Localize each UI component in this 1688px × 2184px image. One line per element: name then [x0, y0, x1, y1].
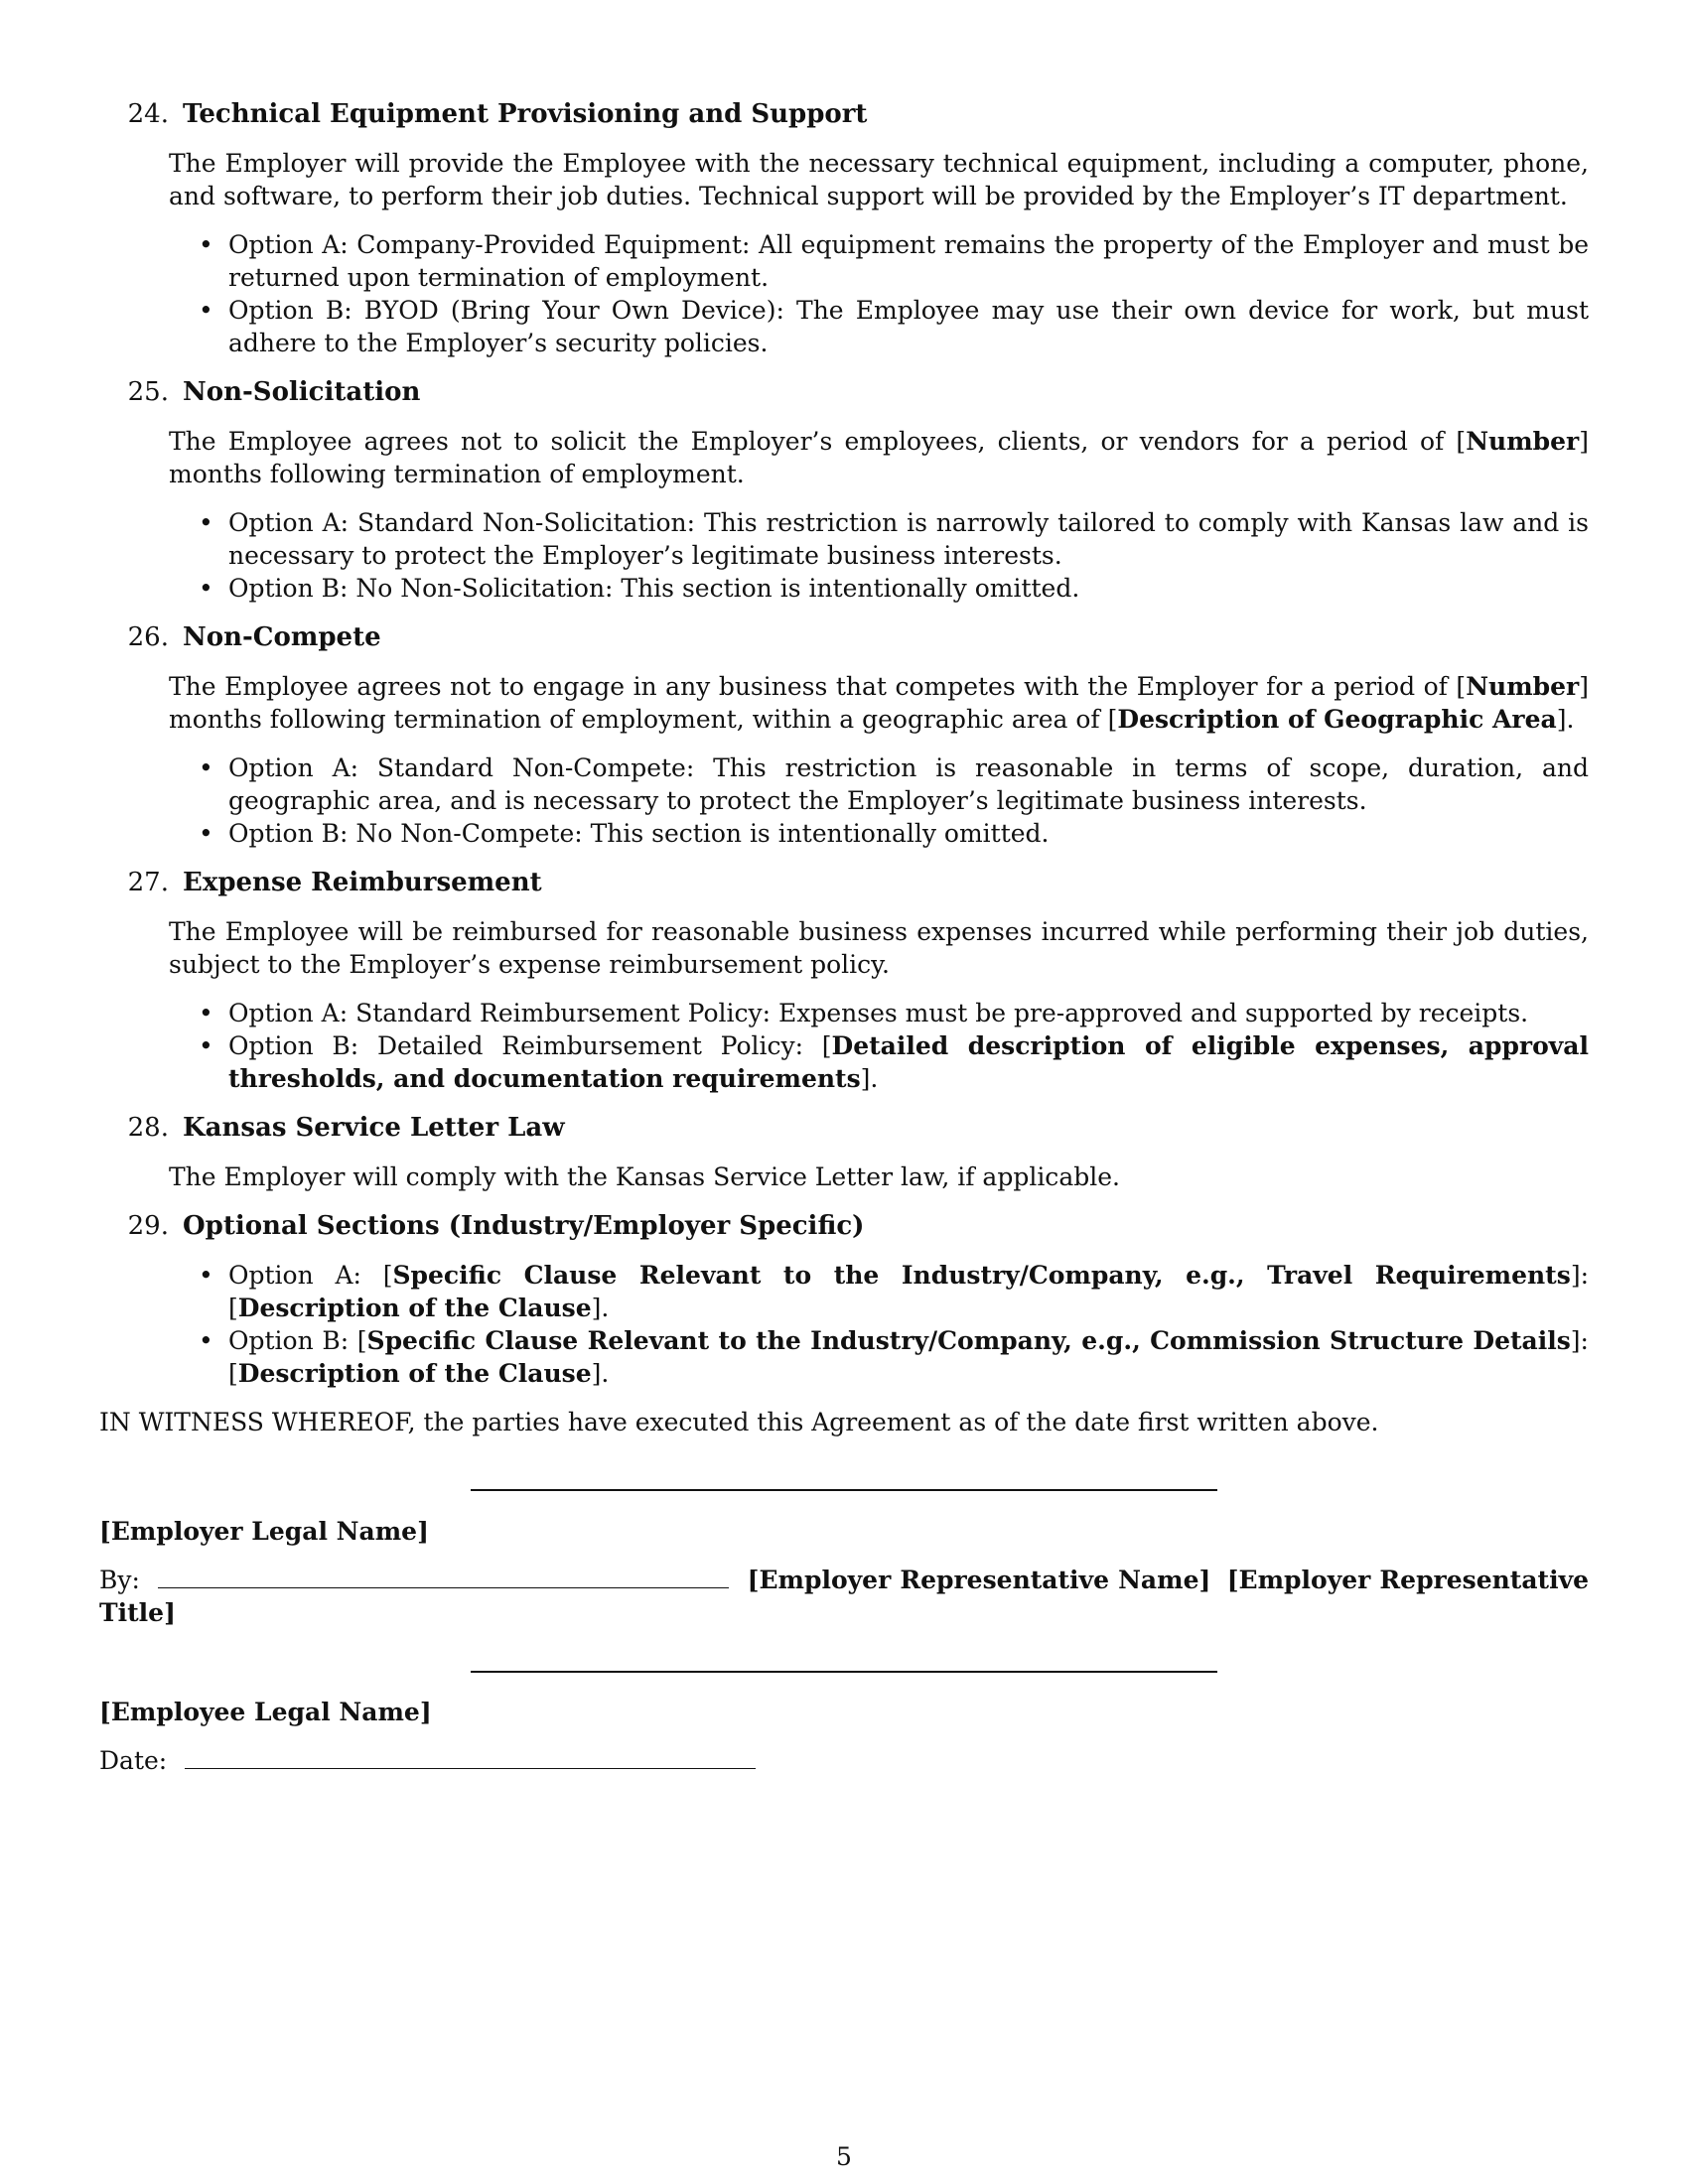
bullet-icon: •: [199, 1031, 213, 1060]
employer-signature-line[interactable]: [471, 1489, 1217, 1491]
section-28: [99, 1111, 1589, 1193]
section-body: The Employer will comply with the Kansas Service Letter law, if applicable.: [169, 1162, 1120, 1191]
document-content: [99, 97, 1589, 1438]
employee-date-line: [99, 1744, 1589, 1777]
employer-representative-title: [Employer Representative Title]: [99, 1566, 1590, 1627]
section-26: [99, 620, 1589, 850]
section-number: 29.: [127, 1211, 169, 1241]
section-title: Non-Compete: [183, 622, 381, 652]
section-number: 26.: [127, 622, 169, 652]
section-heading: [99, 1111, 1589, 1145]
employer-representative-name: [Employer Representative Name]: [747, 1566, 1211, 1594]
section-25: [99, 375, 1589, 605]
employer-signature-block: [99, 1515, 1589, 1629]
section-title: Non-Solicitation: [183, 377, 421, 407]
placeholder-number: Number: [1466, 672, 1580, 701]
bullet-icon: •: [199, 999, 213, 1027]
bullet-icon: •: [199, 508, 213, 537]
employer-by-line: [99, 1564, 1589, 1629]
bullet-icon: •: [199, 574, 213, 603]
employee-legal-name: [Employee Legal Name]: [99, 1698, 432, 1726]
by-signature-blank[interactable]: [158, 1566, 729, 1588]
bullet-icon: •: [199, 1326, 213, 1355]
option-item: • Option A: Standard Reimbursement Policy: Expenses must be pre-approved and supported by receipts.: [199, 999, 1529, 1027]
bullet-icon: •: [199, 819, 213, 848]
option-item: • Option B: BYOD (Bring Your Own Device): The Employee may use their own device for work, but must adhere to the Employer’s security policies.: [199, 296, 1589, 357]
option-item: • Option B: [Specific Clause Relevant to the Industry/Company, e.g., Commission Structure Details]: [Description of the Clause].: [199, 1326, 1589, 1388]
date-blank[interactable]: [185, 1746, 756, 1769]
section-heading: [99, 97, 1589, 131]
section-title: Expense Reimbursement: [183, 868, 542, 897]
page-number: 5: [836, 2142, 852, 2171]
section-title: Kansas Service Letter Law: [183, 1113, 565, 1143]
section-heading: [99, 620, 1589, 654]
option-item: • Option B: Detailed Reimbursement Policy: [Detailed description of eligible expenses, approval thresholds, and documentation requirements].: [199, 1031, 1589, 1093]
section-27: [99, 866, 1589, 1095]
section-24: [99, 97, 1589, 359]
section-number: 28.: [127, 1113, 169, 1143]
placeholder-reimbursement-details: Detailed description of eligible expenses, approval thresholds, and documentation requirements: [228, 1031, 1589, 1093]
placeholder-geographic-area: Description of Geographic Area: [1117, 705, 1557, 734]
section-body: The Employee agrees not to engage in any business that competes with the Employer for a period of [Number] months following termination of employment, within a geographic area of [Description of Geographic Area].: [169, 672, 1589, 734]
option-item: • Option B: No Non-Compete: This section is intentionally omitted.: [199, 819, 1050, 848]
option-item: • Option A: [Specific Clause Relevant to the Industry/Company, e.g., Travel Requirements]: [Description of the Clause].: [199, 1261, 1589, 1322]
section-heading: [99, 375, 1589, 409]
placeholder-number: Number: [1466, 427, 1580, 456]
option-item: • Option B: No Non-Solicitation: This section is intentionally omitted.: [199, 574, 1080, 603]
section-29: [99, 1209, 1589, 1390]
section-body: The Employee will be reimbursed for reasonable business expenses incurred while performing their job duties, subject to the Employer’s expense reimbursement policy.: [169, 917, 1589, 979]
option-item: • Option A: Company-Provided Equipment: All equipment remains the property of the Employer and must be returned upon termination of employment.: [199, 230, 1589, 292]
date-label: Date:: [99, 1746, 168, 1775]
option-list: [169, 228, 1589, 359]
by-label: By:: [99, 1566, 140, 1594]
option-item: • Option A: Standard Non-Solicitation: This restriction is narrowly tailored to comply with Kansas law and is necessary to protect the Employer’s legitimate business interests.: [199, 508, 1589, 570]
section-number: 27.: [127, 868, 169, 897]
section-number: 24.: [127, 99, 169, 129]
option-item: • Option A: Standard Non-Compete: This restriction is reasonable in terms of scope, duration, and geographic area, and is necessary to protect the Employer’s legitimate business interests.: [199, 753, 1589, 815]
bullet-icon: •: [199, 1261, 213, 1290]
witness-statement: IN WITNESS WHEREOF, the parties have executed this Agreement as of the date first written above.: [99, 1408, 1379, 1436]
bullet-icon: •: [199, 753, 213, 782]
option-list: [169, 751, 1589, 850]
bullet-icon: •: [199, 230, 213, 259]
section-body: The Employee agrees not to solicit the Employer’s employees, clients, or vendors for a period of [Number] months following termination of employment.: [169, 427, 1589, 488]
option-list: [169, 1259, 1589, 1390]
section-heading: [99, 866, 1589, 899]
option-list: [169, 997, 1589, 1095]
employer-legal-name: [Employer Legal Name]: [99, 1517, 429, 1546]
section-body: The Employer will provide the Employee with the necessary technical equipment, including a computer, phone, and software, to perform their job duties. Technical support will be provided by the Employer’s IT department.: [169, 149, 1589, 210]
section-number: 25.: [127, 377, 169, 407]
employee-signature-block: [99, 1696, 1589, 1777]
employee-signature-line[interactable]: [471, 1671, 1217, 1673]
section-title: Optional Sections (Industry/Employer Specific): [183, 1211, 865, 1241]
section-title: Technical Equipment Provisioning and Support: [183, 99, 868, 129]
section-heading: [99, 1209, 1589, 1243]
bullet-icon: •: [199, 296, 213, 325]
option-list: [169, 506, 1589, 605]
